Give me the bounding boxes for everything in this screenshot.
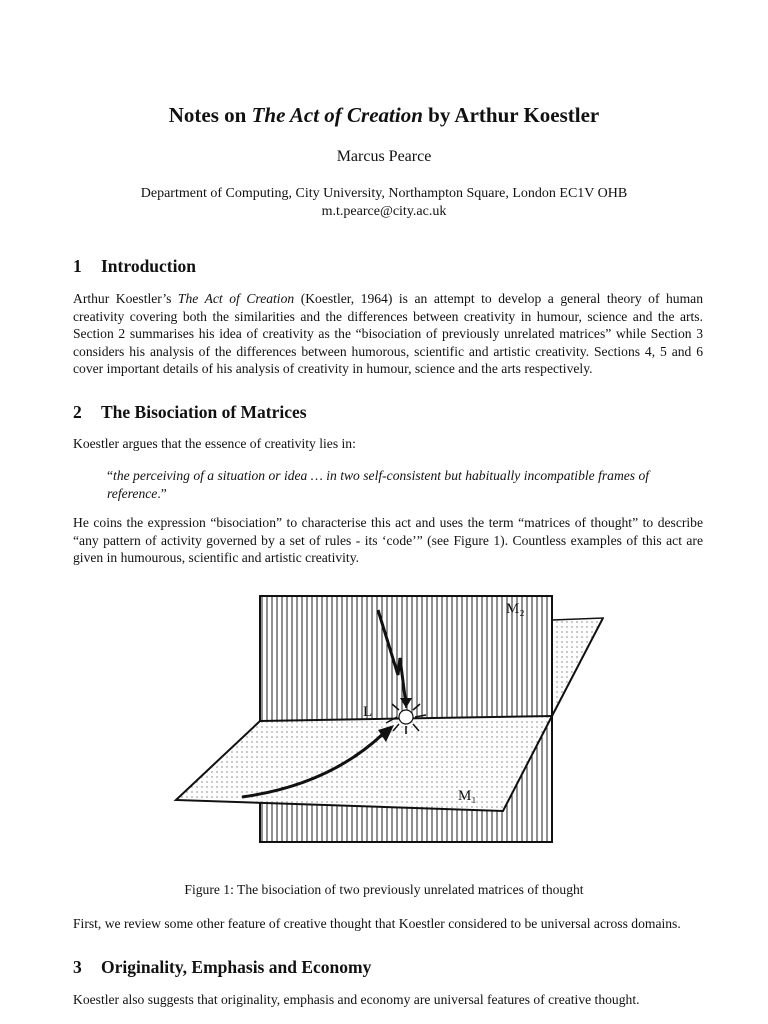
section-number: 3 [73, 957, 82, 977]
bisociation-diagram [170, 580, 620, 870]
affiliation-block [0, 185, 768, 221]
section-title: Introduction [101, 256, 196, 276]
title-prefix: Notes on [168, 103, 252, 127]
quote-close: .” [157, 485, 167, 501]
title-suffix: by Arthur Koestler [422, 103, 600, 127]
quote-text: the perceiving of a situation or idea … in two self-consistent but habitually incompatible frames of reference [107, 468, 650, 501]
affiliation: Department of Computing, City University, Northampton Square, London EC1V OHB [140, 186, 628, 201]
intro-paragraph [73, 290, 703, 378]
paper-title [0, 101, 768, 129]
author-name: Marcus Pearce [336, 148, 432, 165]
review-paragraph: First, we review some other feature of creative thought that Koestler considered to be universal across domains. [73, 916, 681, 931]
section-number: 1 [73, 256, 82, 276]
text-run: (Koestler, 1964) is an attempt to develop a general theory of human creativity covering both the similarities and the differences between creativity in humour, science and the arts. Section 2 summarises his idea of creativity as the “bisociation of previously unrelated matrices” while Section 3 considers his analysis of the differences between humorous, scientific and artistic creativity. Sections 4, 5 and 6 cover important details of his analysis of creativity in humour, science and the arts respectively. [73, 291, 703, 376]
bisociation-paragraph: He coins the expression “bisociation” to characterise this act and uses the term “matrices of thought” to describe “any pattern of activity governed by a set of rules - its ‘code’” (see Figure 1). Countless examples of this act are given in humourous, scientific and artistic creativity. [73, 515, 703, 565]
section-2-heading [73, 401, 307, 423]
section-title: The Bisociation of Matrices [101, 402, 307, 422]
section-1-heading [73, 255, 196, 277]
book-title-italic: The Act of Creation [177, 291, 295, 306]
label-m1: M₁ [458, 788, 477, 804]
label-m2: M₂ [506, 601, 525, 617]
text-run: Arthur Koestler’s [73, 291, 178, 306]
section-2-intro: Koestler argues that the essence of creativity lies in: [73, 436, 356, 451]
figure-caption: Figure 1: The bisociation of two previously unrelated matrices of thought [184, 882, 584, 897]
author-email: m.t.pearce@city.ac.uk [321, 204, 447, 219]
section-title: Originality, Emphasis and Economy [101, 957, 372, 977]
quote-open: “ [107, 468, 114, 483]
section-3-paragraph: Koestler also suggests that originality, emphasis and economy are universal features of creative thought. [73, 992, 640, 1007]
section-number: 2 [73, 402, 82, 422]
koestler-quote [107, 467, 677, 502]
figure-bisociation [170, 580, 620, 870]
section-3-heading [73, 956, 371, 978]
label-l: L [363, 704, 373, 720]
title-book-name: The Act of Creation [251, 103, 423, 127]
